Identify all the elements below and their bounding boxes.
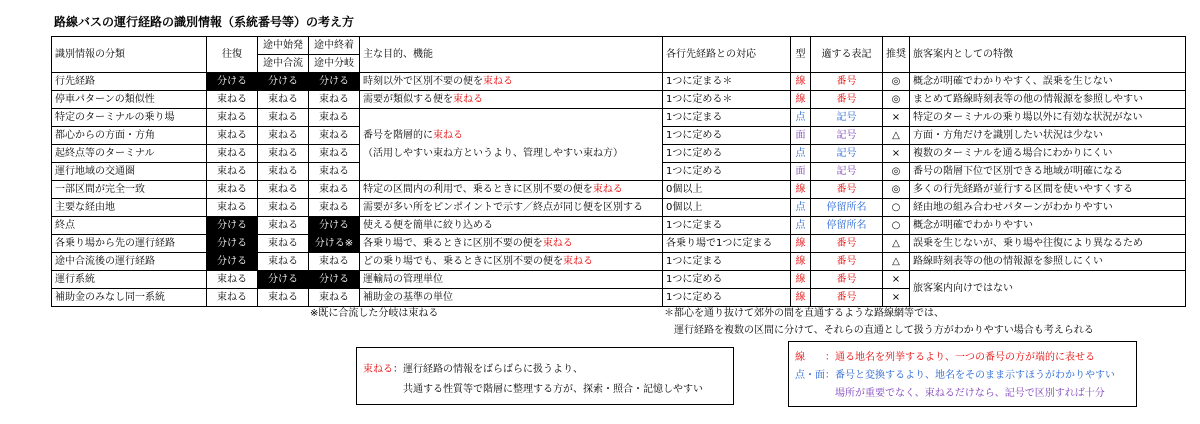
- correspondence-cell: 0個以上: [663, 199, 791, 217]
- purpose-cell: [360, 199, 663, 217]
- mid-start-cell: 束ねる: [258, 163, 309, 181]
- mid-end-cell: 分ける※: [309, 235, 360, 253]
- features-cell: 多くの行先経路が並行する区間を使いやすくする: [910, 181, 1186, 199]
- recommend-cell: ×: [883, 271, 910, 289]
- features-cell: 特定のターミナルの乗り場以外に有効な状況がない: [910, 109, 1186, 127]
- mid-start-cell: 分ける: [258, 271, 309, 289]
- round-trip-cell: 束ねる: [207, 289, 258, 307]
- purpose-text: 需要が多い所をピンポイントで示す／終点が同じ便を区別する: [363, 202, 643, 213]
- recommend-cell: ◎: [883, 181, 910, 199]
- purpose-text: 各乗り場で、乗るときに区別不要の便を: [363, 238, 543, 249]
- round-trip-cell: 分ける: [207, 235, 258, 253]
- type-cell: 線: [791, 73, 811, 91]
- merged-purpose-red: 束ねる: [433, 129, 463, 141]
- recommend-cell: ×: [883, 289, 910, 307]
- header-mid-merge-label: 途中合流: [258, 54, 308, 72]
- round-trip-cell: 束ねる: [207, 199, 258, 217]
- type-cell: 点: [791, 109, 811, 127]
- mid-start-cell: 束ねる: [258, 127, 309, 145]
- mid-start-cell: 束ねる: [258, 235, 309, 253]
- header-round-trip: 往復: [207, 37, 258, 73]
- row-category: 運行系統: [52, 271, 207, 289]
- table-row: [52, 73, 1186, 91]
- table-row: [52, 217, 1186, 235]
- legend-point-row: [795, 366, 1115, 381]
- correspondence-cell: 1つに定める: [663, 289, 791, 307]
- table-body: [52, 73, 1186, 307]
- type-cell: 線: [791, 181, 811, 199]
- note-right-2: 運行経路を複数の区間に分けて、それらの直通として扱う方がわかりやすい場合も考えられる: [674, 325, 1094, 336]
- features-cell: 方面・方角だけを識別したい状況は少ない: [910, 127, 1186, 145]
- features-cell: 概念が明確でわかりやすい: [910, 217, 1186, 235]
- round-trip-cell: 束ねる: [207, 271, 258, 289]
- features-cell: 路線時刻表等の他の情報源を参照しにくい: [910, 253, 1186, 271]
- purpose-red: 束ねる: [453, 94, 483, 105]
- header-row: [52, 37, 1186, 73]
- row-category: 一部区間が完全一致: [52, 181, 207, 199]
- purpose-text: 特定の区間内の利用で、乗るときに区別不要の便を: [363, 184, 593, 195]
- features-cell: 誤乗を生じないが、乗り場や往復により異なるため: [910, 235, 1186, 253]
- round-trip-cell: 束ねる: [207, 145, 258, 163]
- recommend-cell: ◎: [883, 73, 910, 91]
- notation-cell: 記号: [811, 109, 883, 127]
- table-row: [52, 109, 1186, 127]
- type-cell: 点: [791, 217, 811, 235]
- header-category: 識別情報の分類: [52, 37, 207, 73]
- mid-end-cell: 束ねる: [309, 109, 360, 127]
- features-cell: 番号の階層下位で区別できる地域が明確になる: [910, 163, 1186, 181]
- table-row: [52, 235, 1186, 253]
- legend-point-text2: 場所が重要でなく、束ねるだけなら、記号で区別すれば十分: [835, 388, 1105, 399]
- header-correspondence: 各行先経路との対応: [663, 37, 791, 73]
- legend-point-term: 点・面: [795, 370, 825, 381]
- notation-cell: 記号: [811, 163, 883, 181]
- legend-bundle-line2: 共通する性質等で階層に整理する方が、探索・照合・記憶しやすい: [403, 384, 703, 395]
- row-category: 特定のターミナルの乗り場: [52, 109, 207, 127]
- round-trip-cell: 束ねる: [207, 163, 258, 181]
- header-mid-end: [309, 37, 360, 73]
- mid-end-cell: 分ける: [309, 73, 360, 91]
- round-trip-cell: 分ける: [207, 217, 258, 235]
- purpose-text: 使える便を簡単に絞り込める: [363, 220, 493, 231]
- row-category: 停車パターンの類似性: [52, 91, 207, 109]
- notation-cell: 番号: [811, 253, 883, 271]
- header-type: 型: [791, 37, 811, 73]
- mid-end-cell: 束ねる: [309, 91, 360, 109]
- table-row: [52, 253, 1186, 271]
- table-row: [52, 181, 1186, 199]
- row-category: 主要な経由地: [52, 199, 207, 217]
- purpose-text: 時刻以外で区別不要の便を: [363, 76, 483, 87]
- type-cell: 線: [791, 271, 811, 289]
- mid-start-cell: 束ねる: [258, 145, 309, 163]
- mid-start-cell: 束ねる: [258, 181, 309, 199]
- row-category: 都心からの方面・方角: [52, 127, 207, 145]
- recommend-cell: ◎: [883, 91, 910, 109]
- mid-end-cell: 分ける: [309, 271, 360, 289]
- correspondence-cell: 1つに定まる＊: [663, 73, 791, 91]
- legend-bundle-text1: ：運行経路の情報をばらばらに扱うより、: [393, 364, 583, 375]
- purpose-text: 運輸局の管理単位: [363, 274, 443, 285]
- purpose-text: どの乗り場でも、乗るときに区別不要の便を: [363, 256, 563, 267]
- type-cell: 線: [791, 289, 811, 307]
- legend-point-text1: ：番号と変換するより、地名をそのまま示すほうがわかりやすい: [825, 370, 1115, 381]
- features-cell: まとめて路線時刻表等の他の情報源を参照しやすい: [910, 91, 1186, 109]
- purpose-red: 束ねる: [592, 184, 623, 195]
- features-cell: 旅客案内向けではない: [910, 271, 1186, 307]
- row-category: 行先経路: [52, 73, 207, 91]
- round-trip-cell: 束ねる: [207, 181, 258, 199]
- recommend-cell: △: [883, 127, 910, 145]
- recommend-cell: ○: [883, 217, 910, 235]
- correspondence-cell: 1つに定める: [663, 163, 791, 181]
- round-trip-cell: 束ねる: [207, 127, 258, 145]
- purpose-text: 需要が類似する便を: [363, 94, 453, 105]
- header-mid-branch-label: 途中分岐: [309, 54, 359, 72]
- legend-box-bundle: [356, 347, 734, 405]
- row-category: 補助金のみなし同一系統: [52, 289, 207, 307]
- mid-end-cell: 束ねる: [309, 127, 360, 145]
- notation-cell: 番号: [811, 91, 883, 109]
- mid-end-cell: 束ねる: [309, 289, 360, 307]
- recommend-cell: ◎: [883, 163, 910, 181]
- mid-end-cell: 束ねる: [309, 181, 360, 199]
- recommend-cell: △: [883, 253, 910, 271]
- legend-line-row: [795, 348, 1095, 363]
- purpose-cell: [360, 235, 663, 253]
- correspondence-cell: 1つに定める: [663, 127, 791, 145]
- header-recommend: 推奨: [883, 37, 910, 73]
- type-cell: 点: [791, 145, 811, 163]
- notation-cell: 記号: [811, 145, 883, 163]
- mid-start-cell: 束ねる: [258, 91, 309, 109]
- correspondence-cell: 1つに定める: [663, 145, 791, 163]
- merged-purpose-cell: [360, 109, 663, 181]
- purpose-cell: [360, 253, 663, 271]
- purpose-cell: [360, 271, 663, 289]
- note-right-1: ＊都心を通り抜けて郊外の間を直通するような路線網等では、: [664, 308, 944, 319]
- notation-cell: 番号: [811, 289, 883, 307]
- round-trip-cell: 束ねる: [207, 91, 258, 109]
- features-cell: 複数のターミナルを通る場合にわかりにくい: [910, 145, 1186, 163]
- identification-table: [51, 36, 1186, 307]
- mid-start-cell: 束ねる: [258, 289, 309, 307]
- mid-start-cell: 束ねる: [258, 217, 309, 235]
- correspondence-cell: 1つに定まる: [663, 253, 791, 271]
- row-category: 起終点等のターミナル: [52, 145, 207, 163]
- mid-start-cell: 分ける: [258, 73, 309, 91]
- correspondence-cell: 1つに定まる: [663, 109, 791, 127]
- type-cell: 線: [791, 253, 811, 271]
- type-cell: 線: [791, 91, 811, 109]
- mid-end-cell: 束ねる: [309, 145, 360, 163]
- notation-cell: 番号: [811, 235, 883, 253]
- recommend-cell: ○: [883, 199, 910, 217]
- purpose-cell: [360, 217, 663, 235]
- features-cell: 経由地の組み合わせパターンがわかりやすい: [910, 199, 1186, 217]
- purpose-red: 束ねる: [563, 256, 593, 267]
- row-category: 途中合流後の運行経路: [52, 253, 207, 271]
- merged-purpose-line2: （活用しやすい束ね方というより、管理しやすい束ね方）: [363, 147, 623, 159]
- note-left: ※既に合流した分岐は束ねる: [310, 308, 439, 319]
- purpose-red: 束ねる: [483, 76, 513, 87]
- round-trip-cell: 束ねる: [207, 109, 258, 127]
- table-row: [52, 271, 1186, 289]
- row-category: 運行地域の交通圏: [52, 163, 207, 181]
- merged-purpose-text: 番号を階層的に: [363, 129, 433, 141]
- correspondence-cell: 1つに定める＊: [663, 91, 791, 109]
- notation-cell: 番号: [811, 73, 883, 91]
- recommend-cell: ×: [883, 145, 910, 163]
- table-row: [52, 91, 1186, 109]
- recommend-cell: △: [883, 235, 910, 253]
- type-cell: 点: [791, 199, 811, 217]
- purpose-red: 束ねる: [542, 238, 573, 249]
- correspondence-cell: 0個以上: [663, 181, 791, 199]
- row-category: 終点: [52, 217, 207, 235]
- row-category: 各乗り場から先の運行経路: [52, 235, 207, 253]
- header-purpose: 主な目的、機能: [360, 37, 663, 73]
- mid-end-cell: 束ねる: [309, 199, 360, 217]
- header-mid-end-label: 途中終着: [314, 40, 354, 51]
- notation-cell: 番号: [811, 181, 883, 199]
- type-cell: 面: [791, 127, 811, 145]
- recommend-cell: ×: [883, 109, 910, 127]
- mid-start-cell: 束ねる: [258, 199, 309, 217]
- purpose-text: 補助金の基準の単位: [363, 292, 453, 303]
- mid-start-cell: 束ねる: [258, 253, 309, 271]
- correspondence-cell: 1つに定める: [663, 271, 791, 289]
- round-trip-cell: 分ける: [207, 253, 258, 271]
- mid-end-cell: 束ねる: [309, 253, 360, 271]
- purpose-cell: [360, 91, 663, 109]
- notation-cell: 番号: [811, 271, 883, 289]
- legend-box-types: [788, 341, 1137, 407]
- legend-bundle-term: 束ねる: [363, 364, 393, 375]
- legend-line-text: ：通る地名を列挙するより、一つの番号の方が端的に表せる: [825, 352, 1095, 363]
- notation-cell: 停留所名: [811, 217, 883, 235]
- correspondence-cell: 各乗り場で1つに定まる: [663, 235, 791, 253]
- header-notation: 適する表記: [811, 37, 883, 73]
- page-title: 路線バスの運行経路の識別情報（系統番号等）の考え方: [54, 15, 355, 29]
- notation-cell: 停留所名: [811, 199, 883, 217]
- features-cell: 概念が明確でわかりやすく、誤乗を生じない: [910, 73, 1186, 91]
- purpose-cell: [360, 181, 663, 199]
- type-cell: 面: [791, 163, 811, 181]
- legend-line-term: 線: [795, 352, 805, 363]
- mid-start-cell: 束ねる: [258, 109, 309, 127]
- type-cell: 線: [791, 235, 811, 253]
- round-trip-cell: 分ける: [207, 73, 258, 91]
- correspondence-cell: 1つに定まる: [663, 217, 791, 235]
- mid-end-cell: 分ける: [309, 217, 360, 235]
- mid-end-cell: 束ねる: [309, 163, 360, 181]
- header-features: 旅客案内としての特徴: [910, 37, 1186, 73]
- notation-cell: 記号: [811, 127, 883, 145]
- table-row: [52, 199, 1186, 217]
- purpose-cell: [360, 73, 663, 91]
- header-mid-start: [258, 37, 309, 73]
- header-mid-start-label: 途中始発: [263, 40, 303, 51]
- merged-purpose-line1: [363, 127, 659, 145]
- legend-bundle-line1: [363, 360, 583, 375]
